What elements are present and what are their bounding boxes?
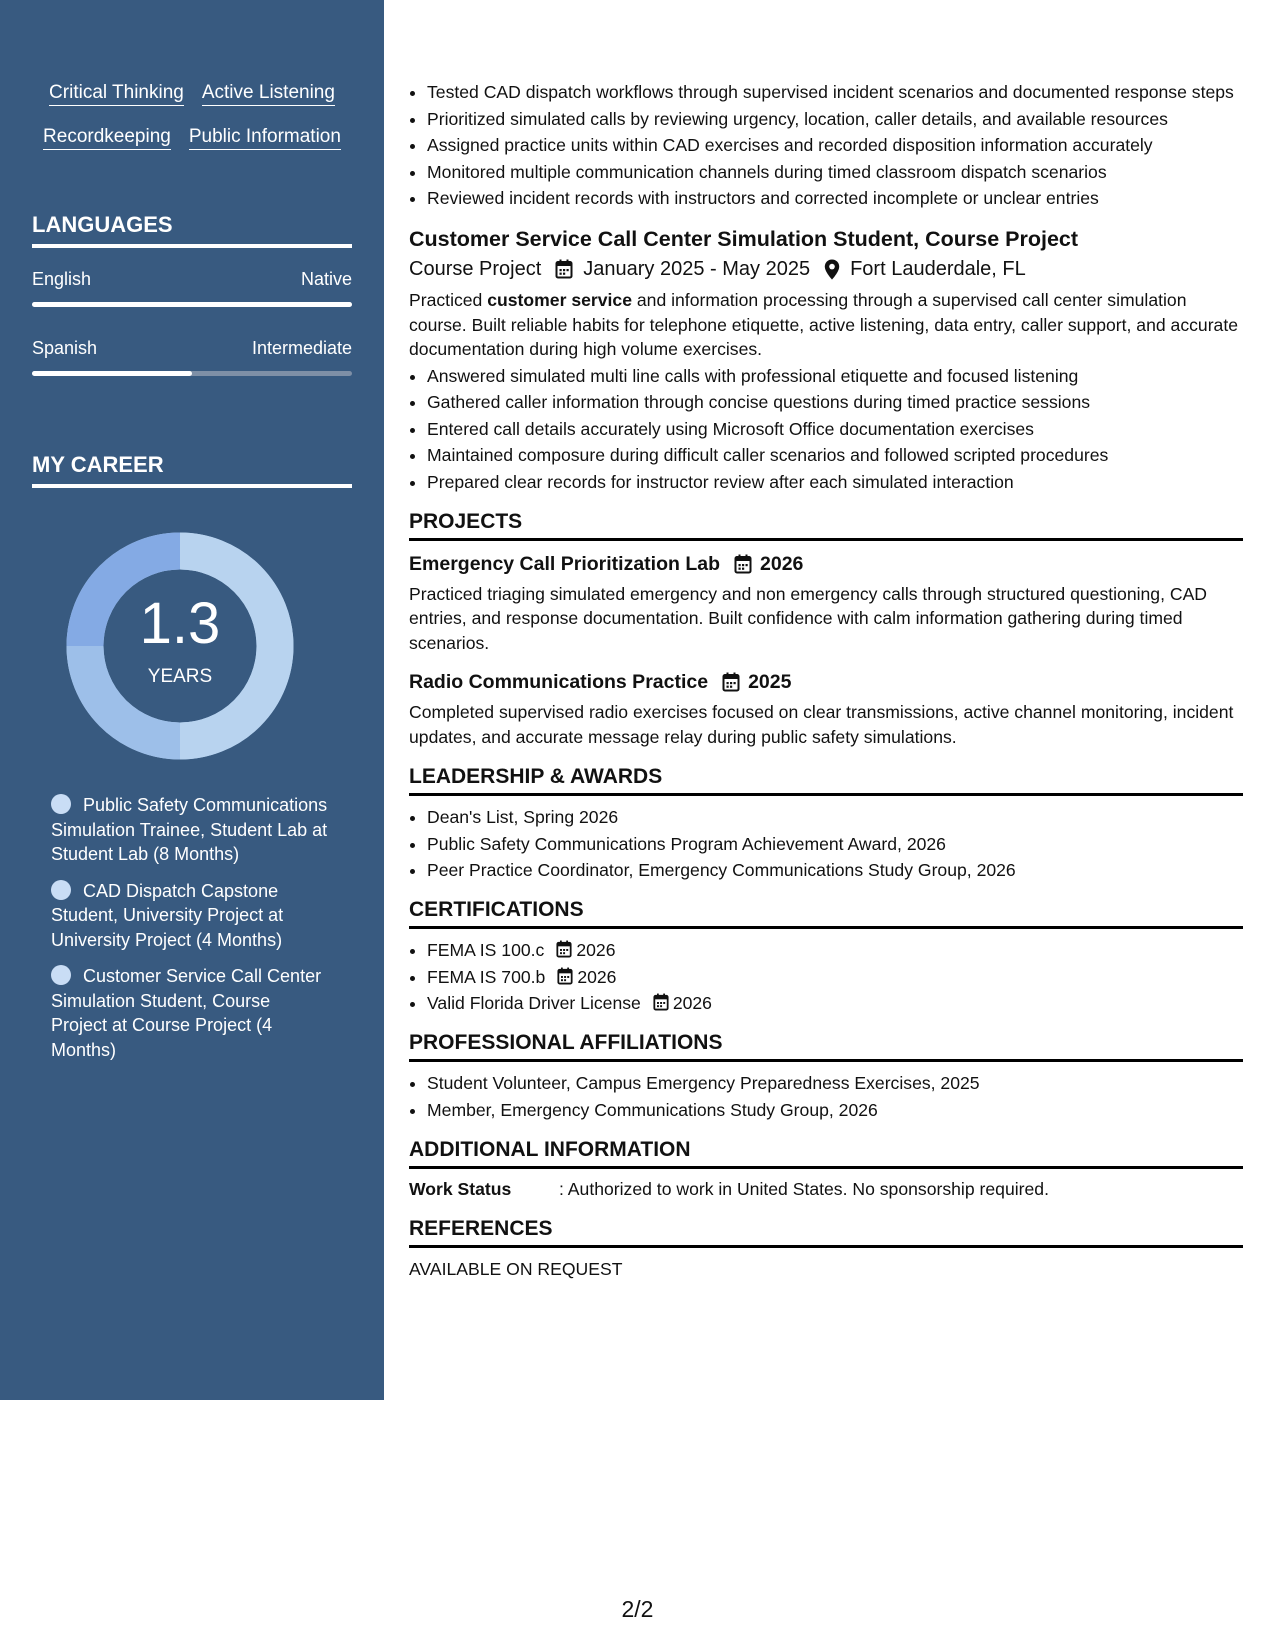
job-bullets	[409, 364, 1243, 494]
language-name: English	[32, 269, 92, 289]
list-item: • Public Safety Communications Program Achievement Award, 2026	[427, 832, 1243, 856]
certifications-heading: CERTIFICATIONS	[409, 897, 1243, 929]
list-item: • Reviewed incident records with instructors and corrected incomplete or unclear entries	[427, 186, 1243, 210]
list-item	[427, 991, 1243, 1015]
list-item: • Student Volunteer, Campus Emergency Preparedness Exercises, 2025	[427, 1071, 1243, 1095]
project-description: Practiced triaging simulated emergency and non emergency calls through structured questioning, CAD entries, and response documentation. Built confidence with calm information gathering during timed scenarios.	[409, 583, 1208, 653]
additional-info-heading: ADDITIONAL INFORMATION	[409, 1137, 1243, 1169]
career-item-text: CAD Dispatch Capstone Student, University Project at University Project (4 Months)	[51, 880, 284, 950]
skill-tag: Critical Thinking	[49, 82, 184, 106]
language-proficiency-fill	[32, 302, 352, 307]
career-years-value: 1.3	[139, 591, 221, 656]
certifications-list	[409, 938, 1243, 1015]
career-donut-chart	[66, 532, 294, 760]
references-heading: REFERENCES	[409, 1216, 1243, 1248]
cert-name: Valid Florida Driver License	[427, 993, 641, 1013]
job-location: Fort Lauderdale, FL	[850, 258, 1026, 280]
language-level: Intermediate	[251, 338, 352, 358]
project-name: Emergency Call Prioritization Lab	[409, 552, 720, 575]
cert-name: FEMA IS 100.c	[427, 940, 545, 960]
list-item: • Maintained composure during difficult caller scenarios and followed scripted procedures	[427, 443, 1243, 467]
project-description: Completed supervised radio exercises focused on clear transmissions, active channel monitoring, incident updates, and accurate message relay during public safety simulations.	[409, 702, 1234, 747]
language-proficiency-bar	[32, 302, 352, 307]
list-item: • Assigned practice units within CAD exercises and recorded disposition information accurately	[427, 133, 1243, 157]
language-name: Spanish	[32, 338, 98, 358]
career-item	[51, 879, 331, 953]
list-item: • Monitored multiple communication channels during timed classroom dispatch scenarios	[427, 160, 1243, 184]
career-item-text: Public Safety Communications Simulation Trainee, Student Lab at Student Lab (8 Months)	[51, 795, 328, 864]
list-item: • Gathered caller information through concise questions during timed practice sessions	[427, 390, 1243, 414]
project-year: 2026	[760, 552, 804, 575]
language-spanish	[32, 337, 352, 376]
job-summary: Practiced customer service and information processing through a supervised call center simulation course. Built reliable habits for telephone etiquette, active listening, data entry, caller support, and accurate documentation during high volume exercises.	[409, 290, 1239, 359]
project-year: 2025	[748, 671, 792, 693]
leadership-heading: LEADERSHIP & AWARDS	[409, 764, 1243, 796]
career-heading: MY CAREER	[32, 452, 352, 488]
list-item	[427, 965, 1243, 989]
career-dot-icon	[51, 965, 71, 985]
language-proficiency-bar	[32, 371, 352, 376]
list-item: • Tested CAD dispatch workflows through supervised incident scenarios and documented response steps	[427, 80, 1243, 104]
skill-tag: Recordkeeping	[43, 126, 171, 150]
calendar-icon	[653, 993, 669, 1011]
career-item	[51, 793, 331, 867]
calendar-icon	[555, 259, 573, 279]
work-status-row	[409, 1177, 1243, 1202]
calendar-icon	[722, 672, 740, 692]
project-title	[409, 551, 1243, 577]
job-org: Course Project	[409, 258, 542, 280]
leadership-list	[409, 805, 1243, 882]
calendar-icon	[557, 967, 573, 985]
career-dot-icon	[51, 794, 71, 814]
skills-list	[32, 82, 352, 150]
affiliations-heading: PROFESSIONAL AFFILIATIONS	[409, 1030, 1243, 1062]
calendar-icon	[734, 554, 752, 574]
job-title: Customer Service Call Center Simulation Student, Course Project	[409, 227, 1079, 251]
career-item	[51, 964, 331, 1062]
affiliations-list	[409, 1071, 1243, 1122]
job-meta	[409, 255, 1243, 283]
donut-segment-2	[85, 646, 180, 741]
list-item: • Member, Emergency Communications Study Group, 2026	[427, 1098, 1243, 1122]
career-item-text: Customer Service Call Center Simulation Student, Course Project at Course Project (4 Months)	[51, 966, 322, 1060]
language-english	[32, 268, 352, 307]
calendar-icon	[556, 940, 572, 958]
language-level: Native	[300, 269, 352, 289]
list-item: • Entered call details accurately using Microsoft Office documentation exercises	[427, 417, 1243, 441]
language-proficiency-fill	[32, 371, 192, 376]
work-status-value: : Authorized to work in United States. No sponsorship required.	[559, 1178, 1049, 1199]
work-status-label: Work Status	[409, 1178, 512, 1199]
skill-tag: Active Listening	[202, 82, 335, 106]
list-item	[427, 938, 1243, 962]
cert-name: FEMA IS 700.b	[427, 966, 546, 987]
project-title	[409, 669, 1243, 695]
page-number: 2/2	[621, 1596, 654, 1622]
list-item: • Prioritized simulated calls by reviewing urgency, location, caller details, and available resources	[427, 107, 1243, 131]
skill-tag: Public Information	[189, 126, 341, 150]
projects-heading: PROJECTS	[409, 509, 1243, 541]
career-dot-icon	[51, 880, 71, 900]
main-content	[409, 80, 1243, 1282]
cert-year: 2026	[672, 993, 712, 1013]
job-dates: January 2025 - May 2025	[583, 258, 811, 280]
summary-keyword: customer service	[487, 290, 632, 310]
sidebar	[0, 0, 384, 1400]
list-item: • Answered simulated multi line calls with professional etiquette and focused listening	[427, 364, 1243, 388]
list-item: • Dean's List, Spring 2026	[427, 805, 1243, 829]
project-name: Radio Communications Practice	[409, 671, 709, 693]
list-item: • Peer Practice Coordinator, Emergency Communications Study Group, 2026	[427, 858, 1243, 882]
references-text: AVAILABLE ON REQUEST	[409, 1259, 623, 1279]
career-years-unit: YEARS	[147, 666, 213, 687]
previous-job-bullets	[409, 80, 1243, 210]
location-pin-icon	[824, 259, 840, 280]
list-item: • Prepared clear records for instructor review after each simulated interaction	[427, 470, 1243, 494]
languages-heading: LANGUAGES	[32, 212, 352, 248]
cert-year: 2026	[577, 966, 617, 987]
career-list	[51, 793, 331, 1074]
cert-year: 2026	[576, 940, 616, 960]
